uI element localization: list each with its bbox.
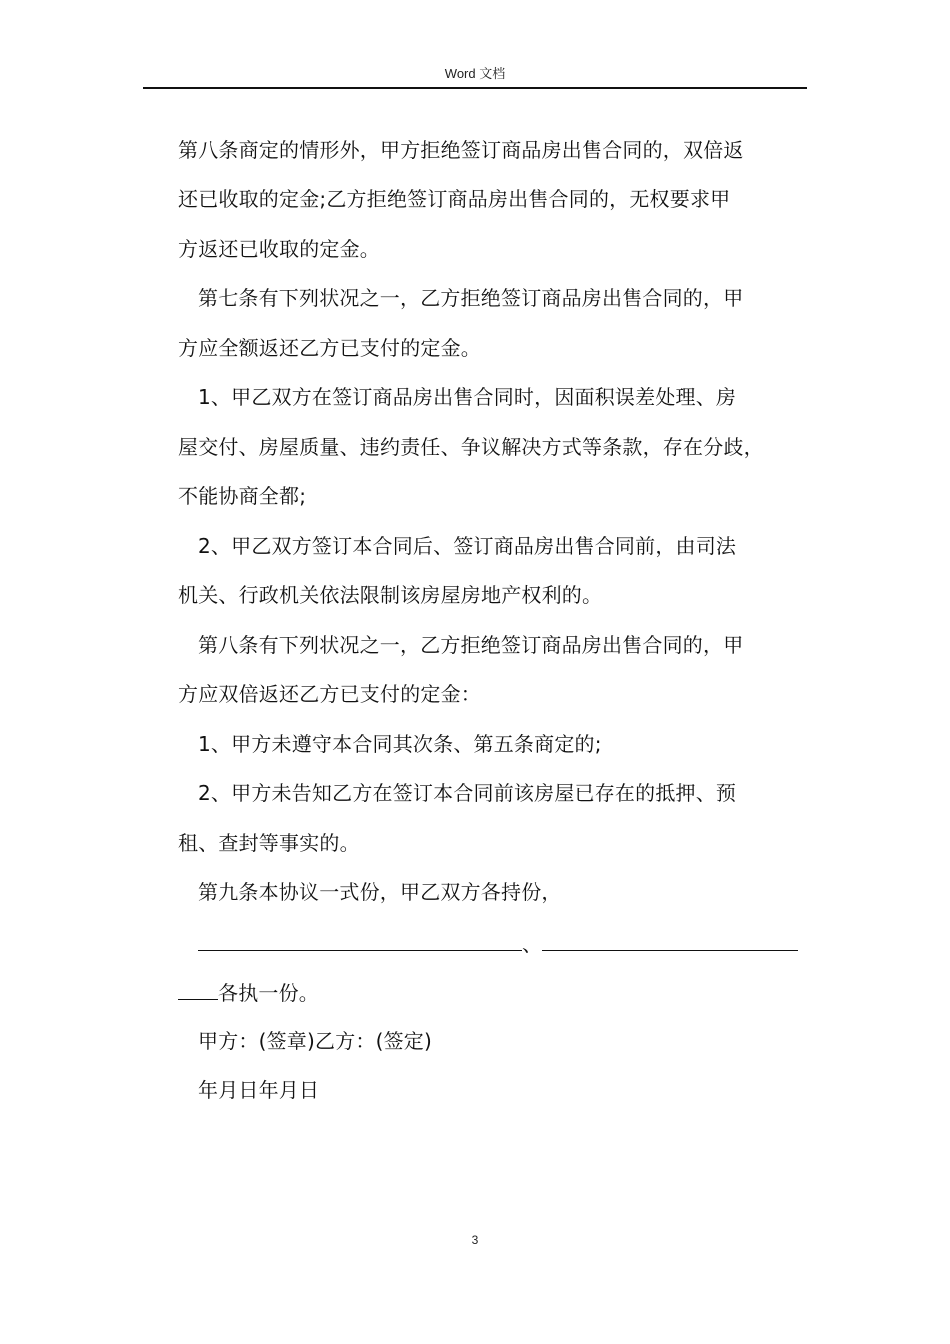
paragraph-line: 第八条有下列状况之一，乙方拒绝签订商品房出售合同的，甲 <box>198 633 744 657</box>
paragraph-line: 方应双倍返还乙方已支付的定金： <box>178 682 481 706</box>
tail-text: 各执一份。 <box>218 981 319 1005</box>
paragraph-line: 屋交付、房屋质量、违约责任、争议解决方式等条款，存在分歧， <box>178 435 764 459</box>
header-rule <box>143 87 807 89</box>
paragraph-line: 第八条商定的情形外，甲方拒绝签订商品房出售合同的，双倍返 <box>178 138 744 162</box>
paragraph-line: 机关、行政机关依法限制该房屋房地产权利的。 <box>178 583 603 607</box>
paragraph-line: 方返还已收取的定金。 <box>178 237 380 261</box>
paragraph-line: 1、甲方未遵守本合同其次条、第五条商定的; <box>198 732 602 756</box>
page-header: Word 文档 <box>444 66 506 81</box>
paragraph-line: 不能协商全都; <box>178 484 307 508</box>
blank-fill-line <box>198 930 798 956</box>
paragraph-line: 还已收取的定金;乙方拒绝签订商品房出售合同的，无权要求甲 <box>178 187 731 211</box>
signature-line: 甲方：(签章)乙方：(签定) <box>198 1029 433 1053</box>
blank-underline-tail <box>178 979 218 1000</box>
paragraph-line: 方应全额返还乙方已支付的定金。 <box>178 336 481 360</box>
paragraph-line: 2、甲乙双方签订本合同后、签订商品房出售合同前，由司法 <box>198 534 737 558</box>
date-line: 年月日年月日 <box>198 1078 320 1102</box>
blank-underline-right <box>542 930 798 951</box>
blank-tail-line <box>178 979 319 1005</box>
paragraph-line: 第九条本协议一式份，甲乙双方各持份， <box>198 880 562 904</box>
paragraph-line: 2、甲方未告知乙方在签订本合同前该房屋已存在的抵押、预 <box>198 781 737 805</box>
paragraph-line: 租、查封等事实的。 <box>178 831 360 855</box>
blank-separator: 、 <box>522 932 543 956</box>
paragraph-line: 第七条有下列状况之一，乙方拒绝签订商品房出售合同的，甲 <box>198 286 744 310</box>
paragraph-line: 1、甲乙双方在签订商品房出售合同时，因面积误差处理、房 <box>198 385 737 409</box>
blank-underline-left <box>198 930 522 951</box>
page-number: 3 <box>471 1233 479 1247</box>
